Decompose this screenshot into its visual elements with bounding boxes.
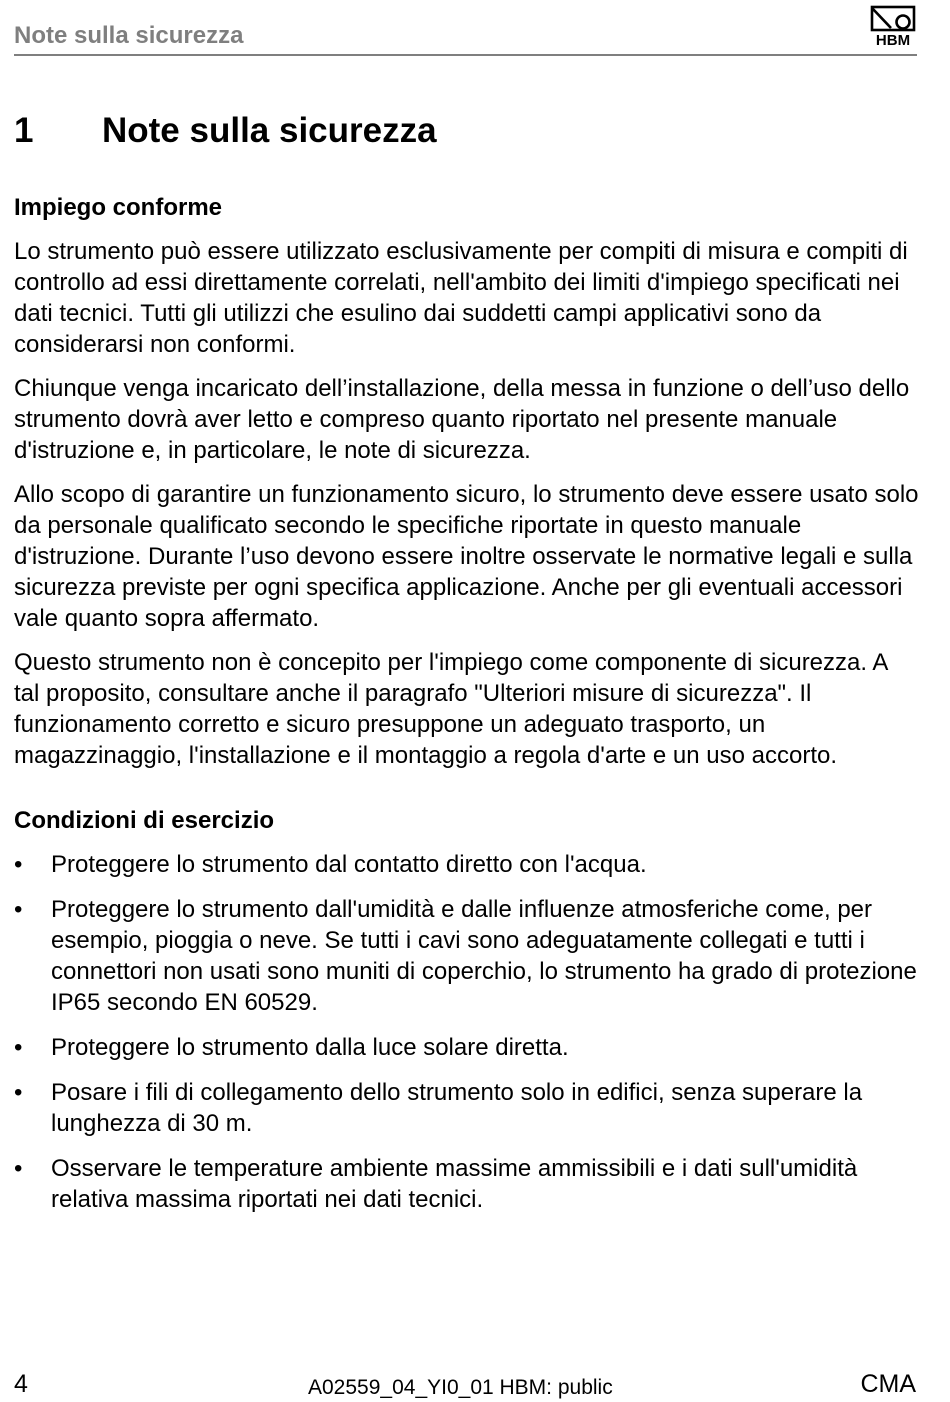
- list-item-text: Proteggere lo strumento dal contatto diretto con l'acqua.: [51, 851, 647, 878]
- paragraph-intended-use-2: Chiunque venga incaricato dell’installazione, della messa in funzione o dell’uso dello strumento dovrà aver letto e compreso quanto riportato nel presente manuale d'istruzione e, in particolare, le note di sicurezza.: [14, 375, 910, 464]
- chapter-heading: [14, 110, 437, 152]
- operating-conditions-list: [14, 849, 919, 1215]
- bullet-icon: •: [14, 896, 23, 923]
- running-header-title: Note sulla sicurezza: [14, 22, 244, 49]
- page-number: 4: [14, 1370, 28, 1398]
- bullet-icon: •: [14, 1079, 23, 1106]
- list-item-text: Posare i fili di collegamento dello strumento solo in edifici, senza superare la lunghezza di 30 m.: [51, 1079, 863, 1137]
- logo-text: HBM: [875, 32, 911, 47]
- chapter-title: Note sulla sicurezza: [102, 111, 437, 150]
- hbm-logo: [869, 5, 917, 47]
- list-item: [14, 894, 919, 1018]
- product-name: CMA: [860, 1370, 916, 1398]
- list-item: [14, 1032, 919, 1063]
- list-item-text: Proteggere lo strumento dalla luce solare diretta.: [51, 1034, 569, 1061]
- bullet-icon: •: [14, 1155, 23, 1182]
- section-heading-operating-conditions: Condizioni di esercizio: [14, 807, 275, 834]
- paragraph-intended-use-1: Lo strumento può essere utilizzato esclusivamente per compiti di misura e compiti di controllo ad essi direttamente correlati, nell'ambito dei limiti d'impiego specificati nei dati tecnici. Tutti gli utilizzi che esulino dai suddetti campi applicativi sono da considerarsi non conformi.: [14, 238, 908, 358]
- list-item: [14, 1153, 919, 1215]
- paragraph-intended-use-3: Allo scopo di garantire un funzionamento sicuro, lo strumento deve essere usato solo da personale qualificato secondo le specifiche riportate in questo manuale d'istruzione. Durante l’uso devono essere inoltre osservate le normative legali e sulla sicurezza previste per ogni specifica applicazione. Anche per gli eventuali accessori vale quanto sopra affermato.: [14, 481, 919, 632]
- list-item: [14, 849, 919, 880]
- section-spacer: [14, 784, 919, 806]
- document-code: A02559_04_YI0_01 HBM: public: [308, 1376, 613, 1399]
- chapter-number: 1: [14, 111, 34, 150]
- header-divider: [14, 54, 917, 56]
- page-footer: [0, 1370, 950, 1402]
- bullet-icon: •: [14, 1034, 23, 1061]
- list-item-text: Proteggere lo strumento dall'umidità e dalle influenze atmosferiche come, per esempio, pioggia o neve. Se tutti i cavi sono adeguatamente collegati e tutti i connettori non usati sono muniti di coperchio, lo strumento ha grado di protezione IP65 secondo EN 60529.: [51, 896, 917, 1016]
- list-item-text: Osservare le temperature ambiente massime ammissibili e i dati sull'umidità relativa massima riportati nei dati tecnici.: [51, 1155, 858, 1213]
- section-heading-intended-use: Impiego conforme: [14, 194, 223, 221]
- page-content: [14, 193, 919, 1229]
- list-item: [14, 1077, 919, 1139]
- bullet-icon: •: [14, 851, 23, 878]
- paragraph-intended-use-4: Questo strumento non è concepito per l'impiego come componente di sicurezza. A tal proposito, consultare anche il paragrafo "Ulteriori misure di sicurezza". Il funzionamento corretto e sicuro presuppone un adeguato trasporto, un magazzinaggio, l'installazione e il montaggio a regola d'arte e un uso accorto.: [14, 649, 888, 769]
